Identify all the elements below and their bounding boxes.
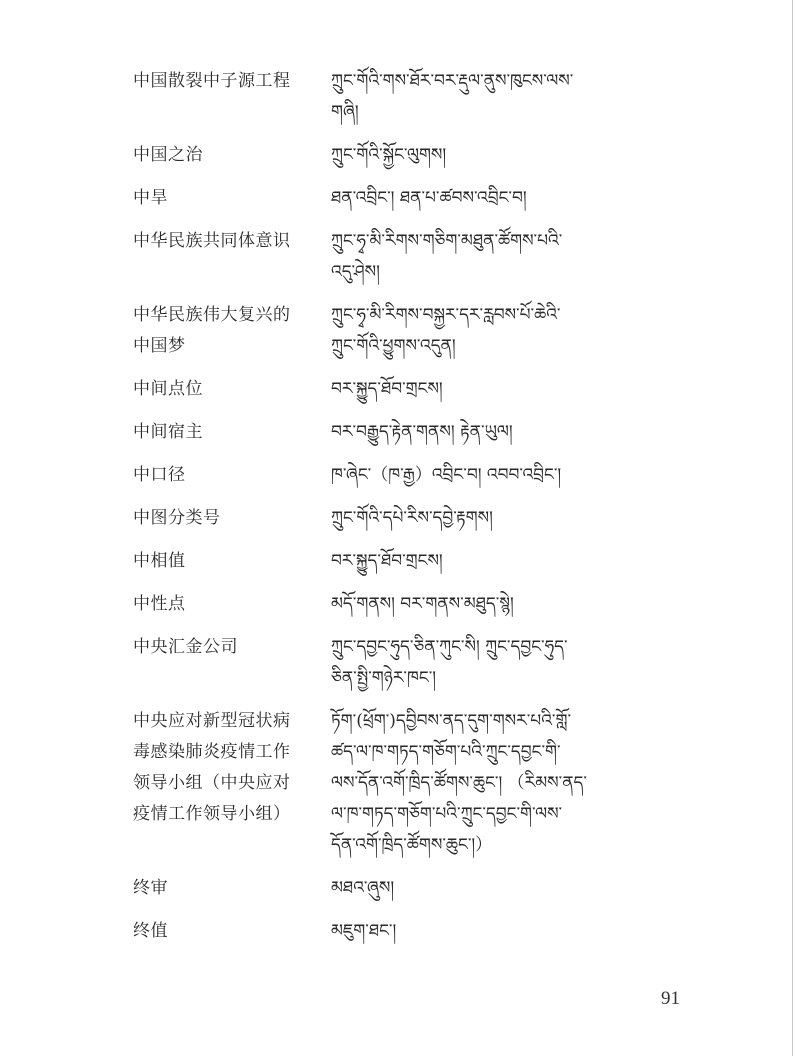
glossary-entry bbox=[133, 66, 693, 128]
glossary-list bbox=[133, 66, 693, 959]
chinese-term: 中口径 bbox=[133, 465, 186, 485]
tibetan-translation: ཀྲུང་དབྱང་ཧུད་ཅིན་ཀུང་སི། ཀྲུང་དབྱང་ཧུད་ ཅིན་སྤྱི་གཉེར་ཁང་། bbox=[331, 637, 568, 688]
page-number: 91 bbox=[661, 988, 680, 1009]
glossary-entry bbox=[133, 706, 693, 861]
glossary-entry bbox=[133, 916, 693, 947]
tibetan-translation: མཐའ་ཞུས། bbox=[331, 878, 395, 898]
glossary-entry bbox=[133, 300, 693, 362]
tibetan-translation: ཀྲུང་གོའི་གས་ཐོར་བར་རྡུལ་ནུས་ཁུངས་ལས་ གཞི། bbox=[331, 71, 574, 122]
glossary-entry bbox=[133, 503, 693, 534]
chinese-term: 终审 bbox=[133, 878, 168, 898]
tibetan-translation: མཇུག་ཐང་། bbox=[331, 921, 397, 941]
glossary-entry bbox=[133, 417, 693, 448]
chinese-term: 中央应对新型冠状病 毒感染肺炎疫情工作 领导小组（中央应对 疫情工作领导小组） bbox=[133, 711, 291, 824]
glossary-entry bbox=[133, 140, 693, 171]
tibetan-translation: ཁ་ཞེང་（ཁ་རྒྱ）འབྲིང་བ། འབབ་འབྲིང་། bbox=[331, 465, 562, 485]
glossary-entry bbox=[133, 226, 693, 288]
chinese-term: 中性点 bbox=[133, 594, 186, 614]
glossary-entry bbox=[133, 374, 693, 405]
page-edge-line bbox=[792, 0, 793, 1056]
chinese-term: 中相值 bbox=[133, 551, 186, 571]
chinese-term: 中国之治 bbox=[133, 145, 203, 165]
glossary-entry bbox=[133, 460, 693, 491]
chinese-term: 中央汇金公司 bbox=[133, 637, 238, 657]
chinese-term: 中华民族伟大复兴的 中国梦 bbox=[133, 305, 291, 356]
tibetan-translation: ཀྲུང་གོའི་དཔེ་རིས་དབྱེ་རྟགས། bbox=[331, 508, 493, 528]
chinese-term: 中国散裂中子源工程 bbox=[133, 71, 291, 91]
tibetan-translation: ཀྲུང་གོའི་སྐྱོང་ལུགས། bbox=[331, 145, 447, 165]
glossary-entry bbox=[133, 589, 693, 620]
chinese-term: 中图分类号 bbox=[133, 508, 221, 528]
tibetan-translation: བར་བརྒྱུད་རྟེན་གནས། རྟེན་ཡུལ། bbox=[331, 422, 513, 442]
tibetan-translation: བར་སྐྱུད་ཐོབ་གྲངས། bbox=[331, 551, 443, 571]
glossary-entry bbox=[133, 546, 693, 577]
tibetan-translation: ཐན་འབྲིང་། ཐན་པ་ཚབས་འབྲིང་བ། bbox=[331, 188, 527, 208]
chinese-term: 终值 bbox=[133, 921, 168, 941]
tibetan-translation: ཀྲུང་ཧྭ་མི་རིགས་བསྐྱར་དར་རླབས་པོ་ཆེའི་ ཀྲུང་གོའི་ཕྱུགས་འདུན། bbox=[331, 305, 561, 356]
tibetan-translation: ཀྲུང་ཧྭ་མི་རིགས་གཅིག་མཐུན་ཚོགས་པའི་ འདུ་ཤེས། bbox=[331, 231, 563, 282]
chinese-term: 中华民族共同体意识 bbox=[133, 231, 291, 251]
tibetan-translation: ཏོག་(ཕྲོག་)དབྱིབས་ནད་དུག་གསར་པའི་གློ་ ཚད་ལ་ཁ་གཏད་གཅོག་པའི་ཀྲུང་དབྱང་གི་ ལས་དོན་འགོ་ཁྲིད་ཚོགས་ཆུང་། （རིམས་ནད་ ལ་ཁ་གཏད་གཅོག་པའི་ཀྲུང་དབྱང་གི་ལས་ དོན་འགོ་ཁྲིད་ཚོགས་ཆུང་།） bbox=[331, 711, 587, 855]
glossary-entry bbox=[133, 632, 693, 694]
tibetan-translation: མདོ་གནས། བར་གནས་མཐུད་སྙེ། bbox=[331, 594, 514, 614]
chinese-term: 中间宿主 bbox=[133, 422, 203, 442]
chinese-term: 中间点位 bbox=[133, 379, 203, 399]
tibetan-translation: བར་སྐྱུད་ཐོབ་གྲངས། bbox=[331, 379, 443, 399]
chinese-term: 中旱 bbox=[133, 188, 168, 208]
glossary-entry bbox=[133, 183, 693, 214]
glossary-entry bbox=[133, 873, 693, 904]
